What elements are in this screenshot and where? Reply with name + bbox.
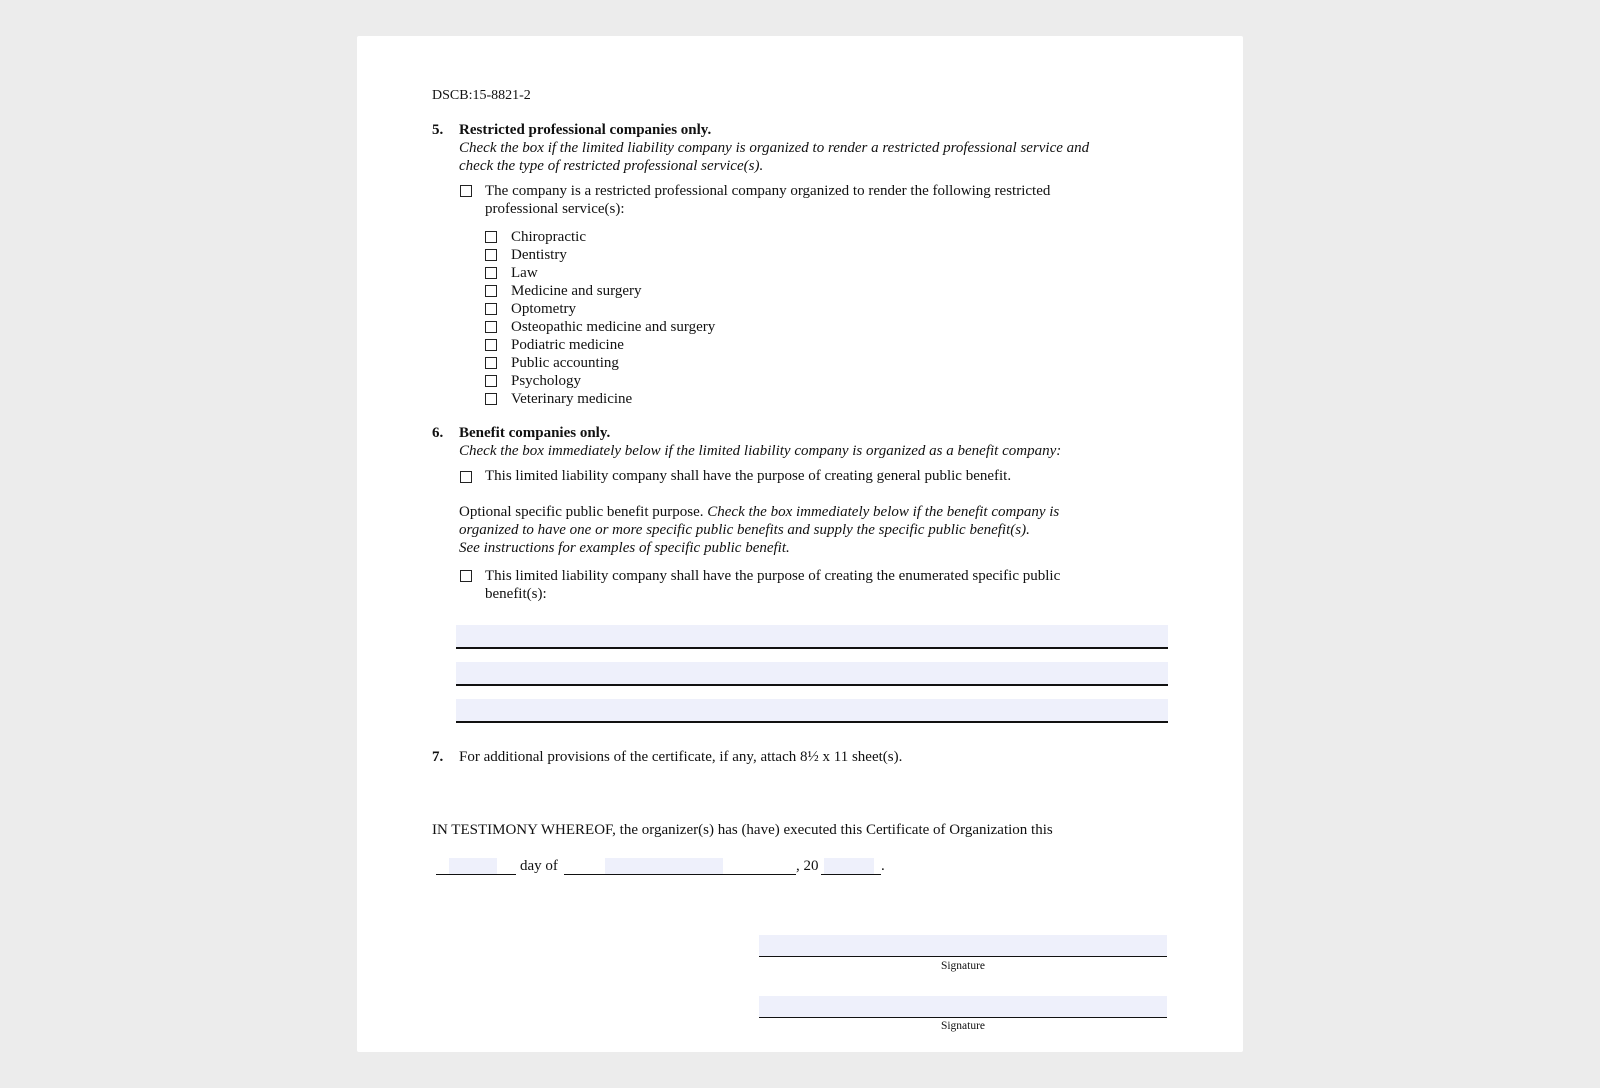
testimony-statement: IN TESTIMONY WHEREOF, the organizer(s) has (have) executed this Certificate of Organization this — [432, 822, 1053, 838]
section-5-number: 5. — [432, 122, 444, 138]
section-7-text: For additional provisions of the certificate, if any, attach 8½ x 11 sheet(s). — [459, 749, 903, 765]
optional-benefit-instruction-3: See instructions for examples of specific public benefit. — [459, 540, 790, 556]
service-checkbox-dentistry[interactable] — [485, 249, 497, 261]
optional-benefit-paragraph-1 — [459, 504, 1059, 521]
service-label: Medicine and surgery — [511, 283, 642, 299]
form-id: DSCB:15-8821-2 — [432, 88, 531, 103]
date-period: . — [881, 858, 885, 874]
section-5-instruction-1: Check the box if the limited liability company is organized to render a restricted professional service and — [459, 140, 1090, 156]
section-7-number: 7. — [432, 749, 444, 765]
service-label: Chiropractic — [511, 229, 586, 245]
optional-benefit-instruction-2: organized to have one or more specific public benefits and supply the specific public benefit(s). — [459, 522, 1030, 538]
specific-benefit-label-2: benefit(s): — [485, 586, 547, 602]
service-label: Optometry — [511, 301, 576, 317]
service-label: Psychology — [511, 373, 582, 389]
day-of-text: day of — [520, 858, 558, 874]
optional-benefit-lead: Optional specific public benefit purpose. — [459, 504, 704, 520]
restricted-professional-label-1: The company is a restricted professional company organized to render the following restricted — [485, 183, 1051, 199]
signature-field-1[interactable] — [759, 935, 1167, 957]
specific-benefit-input-1[interactable] — [456, 625, 1168, 649]
section-6-instruction: Check the box immediately below if the limited liability company is organized as a benefit company: — [459, 443, 1062, 459]
service-checkbox-medicine[interactable] — [485, 285, 497, 297]
specific-benefit-input-3[interactable] — [456, 699, 1168, 723]
section-5-heading: Restricted professional companies only. — [459, 122, 712, 138]
service-checkbox-accounting[interactable] — [485, 357, 497, 369]
service-label: Dentistry — [511, 247, 567, 263]
optional-benefit-instruction-1: Check the box immediately below if the benefit company is — [703, 504, 1060, 520]
specific-benefit-checkbox[interactable] — [460, 570, 472, 582]
section-6-number: 6. — [432, 425, 444, 441]
service-label: Osteopathic medicine and surgery — [511, 319, 716, 335]
year-input[interactable] — [824, 858, 874, 874]
specific-benefit-input-2[interactable] — [456, 662, 1168, 686]
service-checkbox-chiropractic[interactable] — [485, 231, 497, 243]
restricted-professional-checkbox[interactable] — [460, 185, 472, 197]
month-input[interactable] — [605, 858, 723, 874]
service-checkbox-veterinary[interactable] — [485, 393, 497, 405]
service-label: Veterinary medicine — [511, 391, 633, 407]
day-input[interactable] — [449, 858, 497, 874]
document-page — [357, 36, 1243, 1052]
restricted-professional-label-2: professional service(s): — [485, 201, 625, 217]
signature-label-1: Signature — [940, 960, 986, 972]
section-6-heading: Benefit companies only. — [459, 425, 611, 441]
service-checkbox-podiatric[interactable] — [485, 339, 497, 351]
service-checkbox-osteopathic[interactable] — [485, 321, 497, 333]
signature-label-2: Signature — [940, 1020, 986, 1032]
section-5-instruction-2: check the type of restricted professional service(s). — [459, 158, 764, 174]
service-checkbox-optometry[interactable] — [485, 303, 497, 315]
service-checkbox-law[interactable] — [485, 267, 497, 279]
service-label: Podiatric medicine — [511, 337, 624, 353]
general-benefit-label: This limited liability company shall have the purpose of creating general public benefit. — [485, 468, 1012, 484]
specific-benefit-label-1: This limited liability company shall have the purpose of creating the enumerated specific public — [485, 568, 1061, 584]
signature-field-2[interactable] — [759, 996, 1167, 1018]
year-prefix: , 20 — [796, 858, 819, 874]
service-label: Public accounting — [511, 355, 619, 371]
general-benefit-checkbox[interactable] — [460, 471, 472, 483]
service-label: Law — [511, 265, 538, 281]
service-checkbox-psychology[interactable] — [485, 375, 497, 387]
